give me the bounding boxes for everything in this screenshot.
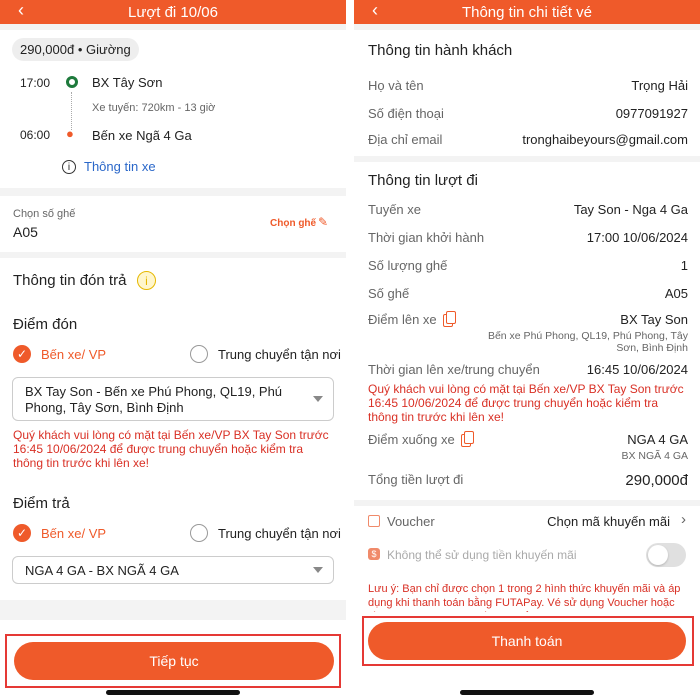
depart-time: 17:00 [20,76,51,90]
name-value: Trọng Hải [631,78,688,93]
passenger-email-row [368,132,688,147]
dropoff-label-group [368,432,471,447]
arrive-station: Bến xe Ngã 4 Ga [92,128,192,143]
promo-disabled-label: Không thể sử dụng tiền khuyến mãi [387,548,577,562]
highlight-box [5,634,341,688]
seat-value: A05 [664,286,688,301]
depart-station: BX Tây Sơn [92,75,163,90]
chevron-down-icon [313,567,323,573]
route-value: Tay Son - Nga 4 Ga [573,202,688,217]
route-info: Xe tuyến: 720km - 13 giờ [92,102,216,114]
pickup-transfer-radio[interactable] [190,345,208,363]
dropoff-transfer-label[interactable]: Trung chuyển tận nơi [218,526,341,541]
seat-label: Số ghế [368,286,410,301]
promo-toggle[interactable] [646,543,686,567]
voucher-label: Voucher [387,514,435,529]
dropoff-value: NGA 4 GA [627,432,688,447]
pickup-value: BX Tay Son [620,312,688,327]
total-row [368,472,688,489]
gift-icon [368,515,380,527]
passenger-title: Thông tin hành khách [368,42,513,59]
right-screen [354,0,700,700]
dropoff-location-value: NGA 4 GA - BX NGÃ 4 GA [25,563,179,578]
copy-icon[interactable] [443,314,453,327]
left-bottom-bar [0,620,346,700]
total-value: 290,000đ [625,472,688,489]
back-arrow-icon[interactable]: ‹ [372,0,378,20]
origin-dot-icon [66,76,78,88]
route-row [368,202,688,217]
right-bottom-bar [354,612,700,700]
left-header [0,0,346,24]
board-time-value: 16:45 10/06/2024 [586,362,688,377]
trip-info-title: Thông tin lượt đi [368,172,478,189]
seat-count-label: Số lượng ghế [368,258,448,273]
left-header-title: Lượt đi 10/06 [128,3,218,21]
arrive-time: 06:00 [20,128,51,142]
board-time-row [368,362,688,377]
route-label: Tuyến xe [368,202,421,217]
pickup-dropoff-title: Thông tin đón trả [13,272,127,289]
dropoff-label: Điểm xuống xe [368,432,455,447]
trip-warning: Quý khách vui lòng có mặt tại Bến xe/VP BX Tay Son trước 16:45 10/06/2024 để được trung chuyển hoặc kiểm tra thông tin trước khi lên xe! [368,382,684,424]
name-label: Họ và tên [368,78,424,93]
pickup-title: Điểm đón [13,316,78,333]
pickup-dropoff-card [0,258,346,600]
copy-icon[interactable] [461,434,471,447]
depart-value: 17:00 10/06/2024 [586,230,688,245]
price-pill: 290,000đ • Giường [12,38,139,61]
back-arrow-icon[interactable]: ‹ [18,0,24,20]
email-label: Địa chỉ email [368,132,443,147]
continue-button[interactable]: Tiếp tục [14,642,334,680]
dropoff-title: Điểm trả [13,495,70,512]
highlight-box [362,616,694,666]
edit-pencil-icon[interactable]: ✎ [318,215,329,229]
passenger-phone-row [368,106,688,121]
dropoff-row [368,432,688,447]
coin-icon: $ [368,548,380,560]
dropoff-transfer-radio[interactable] [190,524,208,542]
promo-note: Lưu ý: Bạn chỉ được chọn 1 trong 2 hình thức khuyến mãi và áp dụng khi thanh toán bằng FUTAPay. Vé sử dụng Voucher hoặc [368,583,681,609]
seat-row [368,286,688,301]
seat-count-value: 1 [680,258,688,273]
help-icon[interactable]: i [137,271,156,290]
pickup-location-value: BX Tay Son - Bến xe Phú Phong, QL19, Phú Phong, Tây Sơn, Bình Định [25,384,283,415]
pickup-label-group [368,312,453,327]
home-indicator [460,690,594,695]
passenger-name-row [368,78,688,93]
dropoff-location-select[interactable] [12,556,334,584]
seat-value: A05 [13,224,38,240]
phone-value: 0977091927 [615,106,688,121]
dropoff-address: BX NGÃ 4 GA [621,450,688,462]
trip-info-card [354,162,700,500]
email-value: tronghaibeyours@gmail.com [522,132,688,147]
pickup-location-select[interactable] [12,377,334,421]
left-screen [0,0,346,700]
choose-seat-link[interactable]: Chọn ghế [270,218,317,229]
right-header [354,0,700,24]
home-indicator [106,690,240,695]
seat-label: Chọn số ghế [13,208,76,220]
board-time-label: Thời gian lên xe/trung chuyển [368,362,540,377]
pickup-address: Bến xe Phú Phong, QL19, Phú Phong, Tây Sơn, Bình Định [487,330,688,354]
dropoff-station-label[interactable]: Bến xe/ VP [41,526,107,541]
route-line [71,92,72,130]
trip-card [0,30,346,188]
panel-divider [346,0,354,700]
passenger-card [354,30,700,156]
chevron-down-icon [313,396,323,402]
location-pin-icon: ● [66,126,74,141]
pickup-station-radio[interactable]: ✓ [13,345,31,363]
pickup-row [368,312,688,327]
pickup-station-label[interactable]: Bến xe/ VP [41,347,107,362]
seat-card[interactable] [0,196,346,252]
total-label: Tổng tiền lượt đi [368,472,464,487]
pay-button[interactable]: Thanh toán [368,622,686,660]
pickup-warning: Quý khách vui lòng có mặt tại Bến xe/VP BX Tay Son trước 16:45 10/06/2024 để được trung chuyển hoặc kiểm tra thông tin trước khi lên xe! [13,428,329,470]
depart-row [368,230,688,245]
dropoff-station-radio[interactable]: ✓ [13,524,31,542]
phone-label: Số điện thoại [368,106,444,121]
vehicle-info-link[interactable]: Thông tin xe [84,159,156,174]
depart-label: Thời gian khởi hành [368,230,485,245]
right-header-title: Thông tin chi tiết vé [461,3,593,21]
chevron-right-icon[interactable]: › [681,511,686,528]
pickup-label: Điểm lên xe [368,312,437,327]
pickup-transfer-label[interactable]: Trung chuyển tận nơi [218,347,341,362]
seat-count-row [368,258,688,273]
info-icon: i [62,160,76,174]
voucher-action[interactable]: Chọn mã khuyến mãi [547,514,670,529]
